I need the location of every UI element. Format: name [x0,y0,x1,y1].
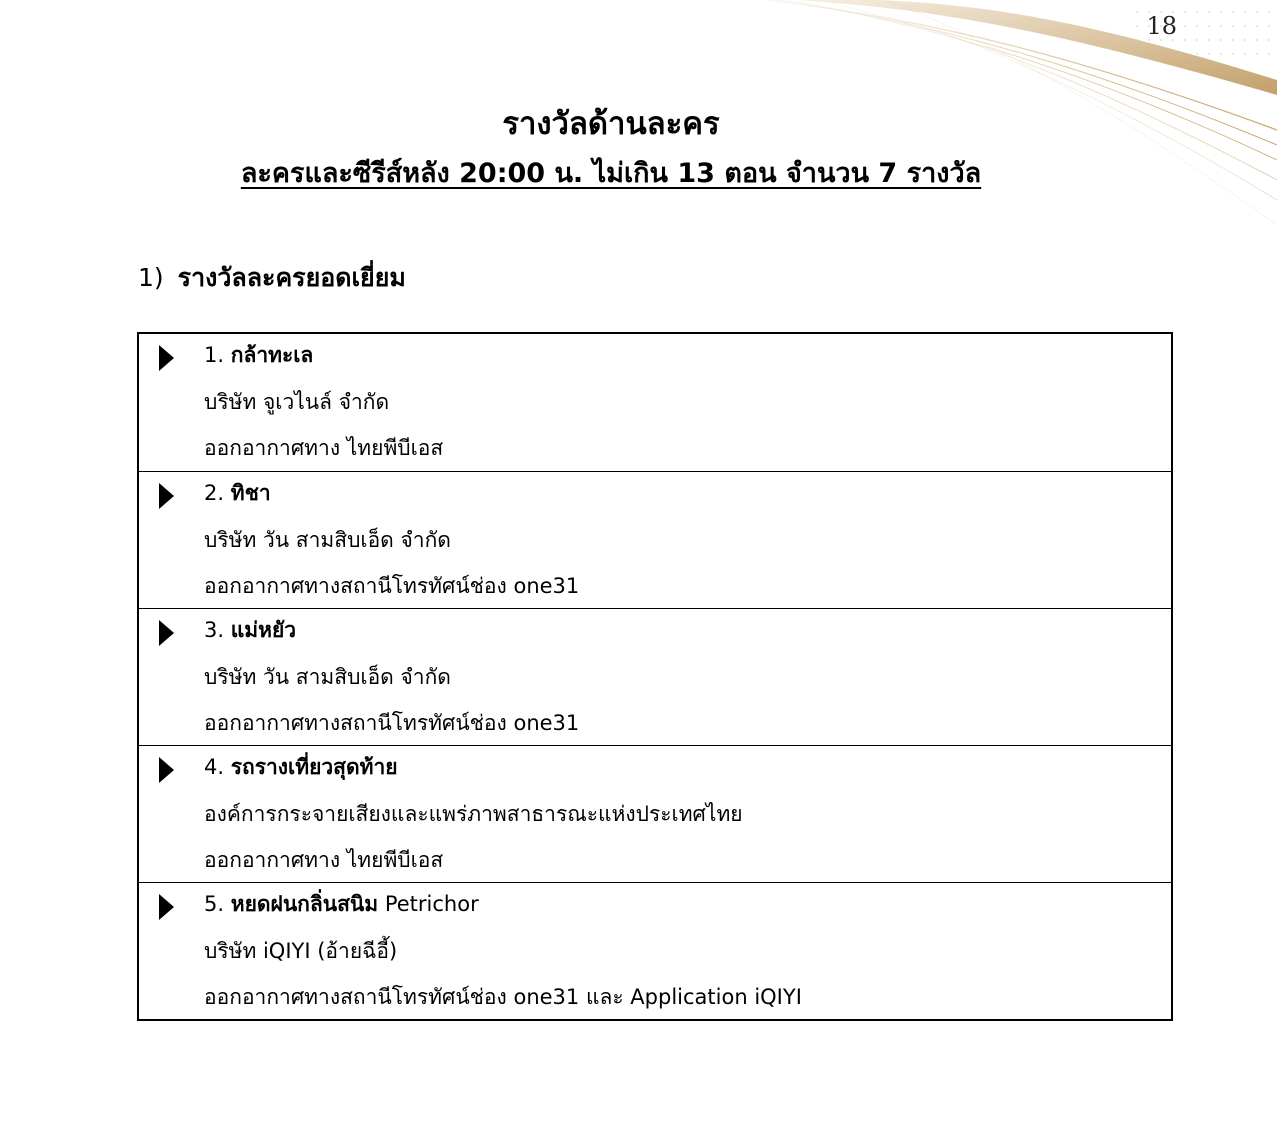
award-number: 3. [204,618,225,642]
award-company: บริษัท วัน สามสิบเอ็ด จำกัด [204,528,451,552]
award-entry [139,471,1171,608]
award-title [204,479,271,507]
award-entry [139,882,1171,1019]
award-name: แม่หยัว [230,618,297,642]
award-broadcast: ออกอากาศทางสถานีโทรทัศน์ช่อง one31 และ Application iQIYI [204,985,802,1009]
award-entry [139,608,1171,745]
award-title [204,890,479,918]
page-number: 18 [1146,12,1177,40]
award-title [204,753,398,781]
award-broadcast: ออกอากาศทาง ไทยพีบีเอส [204,436,444,460]
section-heading [138,258,406,298]
triangle-bullet-icon [159,345,174,371]
awards-table [137,332,1173,1021]
award-broadcast: ออกอากาศทางสถานีโทรทัศน์ช่อง one31 [204,574,580,598]
award-broadcast: ออกอากาศทาง ไทยพีบีเอส [204,848,444,872]
award-company: บริษัท วัน สามสิบเอ็ด จำกัด [204,665,451,689]
triangle-bullet-icon [159,620,174,646]
section-number: 1) [138,263,164,292]
award-company: องค์การกระจายเสียงและแพร่ภาพสาธารณะแห่งประเทศไทย [204,802,743,826]
award-number: 2. [204,481,225,505]
award-title [204,341,313,369]
page-subtitle: ละครและซีรีส์หลัง 20:00 น. ไม่เกิน 13 ตอน จำนวน 7 รางวัล [240,158,982,189]
award-name: หยดฝนกลิ่นสนิม [230,892,379,916]
section-title: รางวัลละครยอดเยี่ยม [177,263,406,292]
award-title [204,616,296,644]
triangle-bullet-icon [159,757,174,783]
award-number: 5. [204,892,225,916]
award-entry [139,745,1171,882]
triangle-bullet-icon [159,894,174,920]
award-name: รถรางเที่ยวสุดท้าย [230,755,398,779]
award-entry [139,334,1171,471]
award-company: บริษัท จูเวไนล์ จำกัด [204,390,390,414]
award-broadcast: ออกอากาศทางสถานีโทรทัศน์ช่อง one31 [204,711,580,735]
award-name: ทิชา [230,481,271,505]
award-name-english: Petrichor [384,892,479,916]
award-name: กล้าทะเล [230,343,314,367]
page-title: รางวัลด้านละคร [502,106,720,142]
award-number: 1. [204,343,225,367]
award-number: 4. [204,755,225,779]
award-company: บริษัท iQIYI (อ้ายฉีอี้) [204,939,398,963]
triangle-bullet-icon [159,483,174,509]
